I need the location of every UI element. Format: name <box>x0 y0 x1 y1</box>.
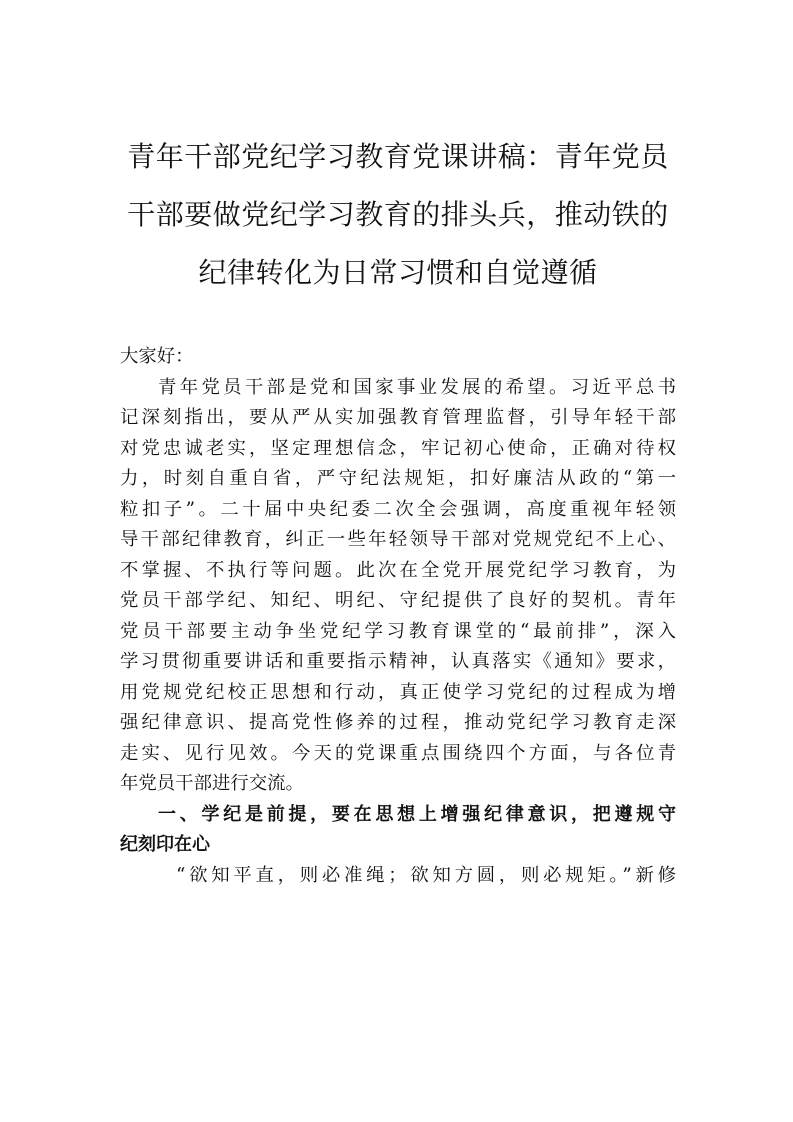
title-line-2: 干部要做党纪学习教育的排头兵，推动铁的 <box>127 198 669 231</box>
paragraph-line: 力，时刻自重自省，严守纪法规矩，扣好廉洁从政的“第一 <box>120 468 676 489</box>
section-heading-1 <box>120 800 676 861</box>
title-line-3: 纪律转化为日常习惯和自觉遵循 <box>198 256 598 289</box>
paragraph-line: 记深刻指出，要从严从实加强教育管理监督，引导年轻干部 <box>120 407 676 428</box>
paragraph-2 <box>120 861 676 892</box>
paragraph-line: 青年党员干部是党和国家事业发展的希望。习近平总书 <box>158 376 676 398</box>
document-title <box>118 128 678 302</box>
paragraph-line: 用党规党纪校正思想和行动，真正使学习党纪的过程成为增 <box>120 681 676 703</box>
paragraph-line: 学习贯彻重要讲话和重要指示精神，认真落实《通知》要求， <box>120 651 676 672</box>
paragraph-1 <box>120 373 676 800</box>
title-line-1: 青年干部党纪学习教育党课讲稿：青年党员 <box>127 140 669 173</box>
heading-line: 纪刻印在心 <box>120 834 210 855</box>
paragraph-line: 年党员干部进行交流。 <box>120 773 304 794</box>
paragraph-line: 对党忠诚老实，坚定理想信念，牢记初心使命，正确对待权 <box>120 437 676 459</box>
heading-line: 一、学纪是前提，要在思想上增强纪律意识，把遵规守 <box>158 803 676 825</box>
greeting: 大家好： <box>120 346 194 367</box>
paragraph-line: 强纪律意识、提高党性修养的过程，推动党纪学习教育走深 <box>120 712 676 733</box>
paragraph-line: 不掌握、不执行等问题。此次在全党开展党纪学习教育，为 <box>120 559 676 581</box>
paragraph-line: 导干部纪律教育，纠正一些年轻领导干部对党规党纪不上心、 <box>120 529 676 550</box>
document-body <box>120 342 676 891</box>
paragraph-line: 党员干部学纪、知纪、明纪、守纪提供了良好的契机。青年 <box>120 590 676 611</box>
paragraph-line: 走实、见行见效。今天的党课重点围绕四个方面，与各位青 <box>120 742 676 764</box>
paragraph-line: 党员干部要主动争坐党纪学习教育课堂的“最前排”，深入 <box>120 620 676 642</box>
paragraph-line: 粒扣子”。二十届中央纪委二次全会强调，高度重视年轻领 <box>120 498 676 520</box>
paragraph-line: “欲知平直，则必准绳；欲知方圆，则必规矩。”新修 <box>176 864 676 886</box>
